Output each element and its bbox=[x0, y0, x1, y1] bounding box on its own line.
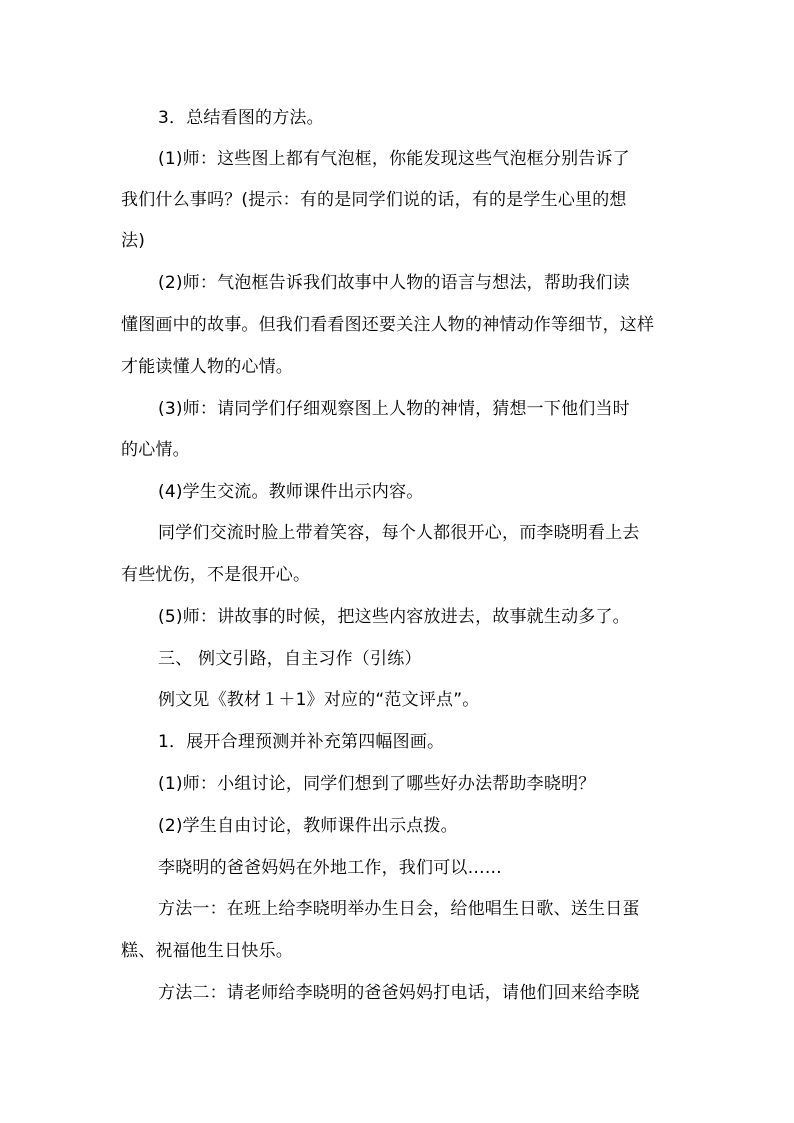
paragraph-line: 例文见《教材１＋1》对应的“范文评点”。 bbox=[158, 690, 480, 710]
paragraph-line: (5)师：讲故事的时候，把这些内容放进去，故事就生动多了。 bbox=[158, 607, 630, 627]
paragraph-line: 才能读懂人物的心情。 bbox=[121, 357, 293, 377]
paragraph-line: 有些忧伤，不是很开心。 bbox=[121, 565, 311, 585]
heading-summary-method: 3．总结看图的方法。 bbox=[158, 108, 324, 128]
paragraph-line: 糕、祝福他生日快乐。 bbox=[121, 941, 293, 961]
paragraph-line: (3)师：请同学们仔细观察图上人物的神情，猜想一下他们当时 bbox=[158, 399, 630, 419]
paragraph-line: 同学们交流时脸上带着笑容，每个人都很开心，而李晓明看上去 bbox=[158, 523, 640, 543]
paragraph-line: 方法一：在班上给李晓明举办生日会，给他唱生日歌、送生日蛋 bbox=[158, 899, 640, 919]
paragraph-line: 我们什么事吗？(提示：有的是同学们说的话，有的是学生心里的想 bbox=[121, 190, 627, 210]
paragraph-line: 方法二：请老师给李晓明的爸爸妈妈打电话，请他们回来给李晓 bbox=[158, 983, 640, 1003]
paragraph-line: (2)学生自由讨论，教师课件出示点拨。 bbox=[158, 816, 458, 836]
paragraph-line: (4)学生交流。教师课件出示内容。 bbox=[158, 482, 424, 502]
paragraph-line: (2)师：气泡框告诉我们故事中人物的语言与想法，帮助我们读 bbox=[158, 273, 630, 293]
paragraph-line: 法) bbox=[121, 231, 146, 251]
paragraph-line: (1)师：小组讨论，同学们想到了哪些好办法帮助李晓明？ bbox=[158, 774, 596, 794]
section-heading: 三、 例文引路，自主习作（引练） bbox=[158, 649, 422, 669]
paragraph-line: 懂图画中的故事。但我们看看图还要关注人物的神情动作等细节，这样 bbox=[121, 315, 655, 335]
paragraph-line: 的心情。 bbox=[121, 440, 190, 460]
paragraph-line: 1．展开合理预测并补充第四幅图画。 bbox=[158, 732, 445, 752]
paragraph-line: (1)师：这些图上都有气泡框，你能发现这些气泡框分别告诉了 bbox=[158, 149, 630, 169]
paragraph-line: 李晓明的爸爸妈妈在外地工作，我们可以…… bbox=[158, 858, 502, 878]
